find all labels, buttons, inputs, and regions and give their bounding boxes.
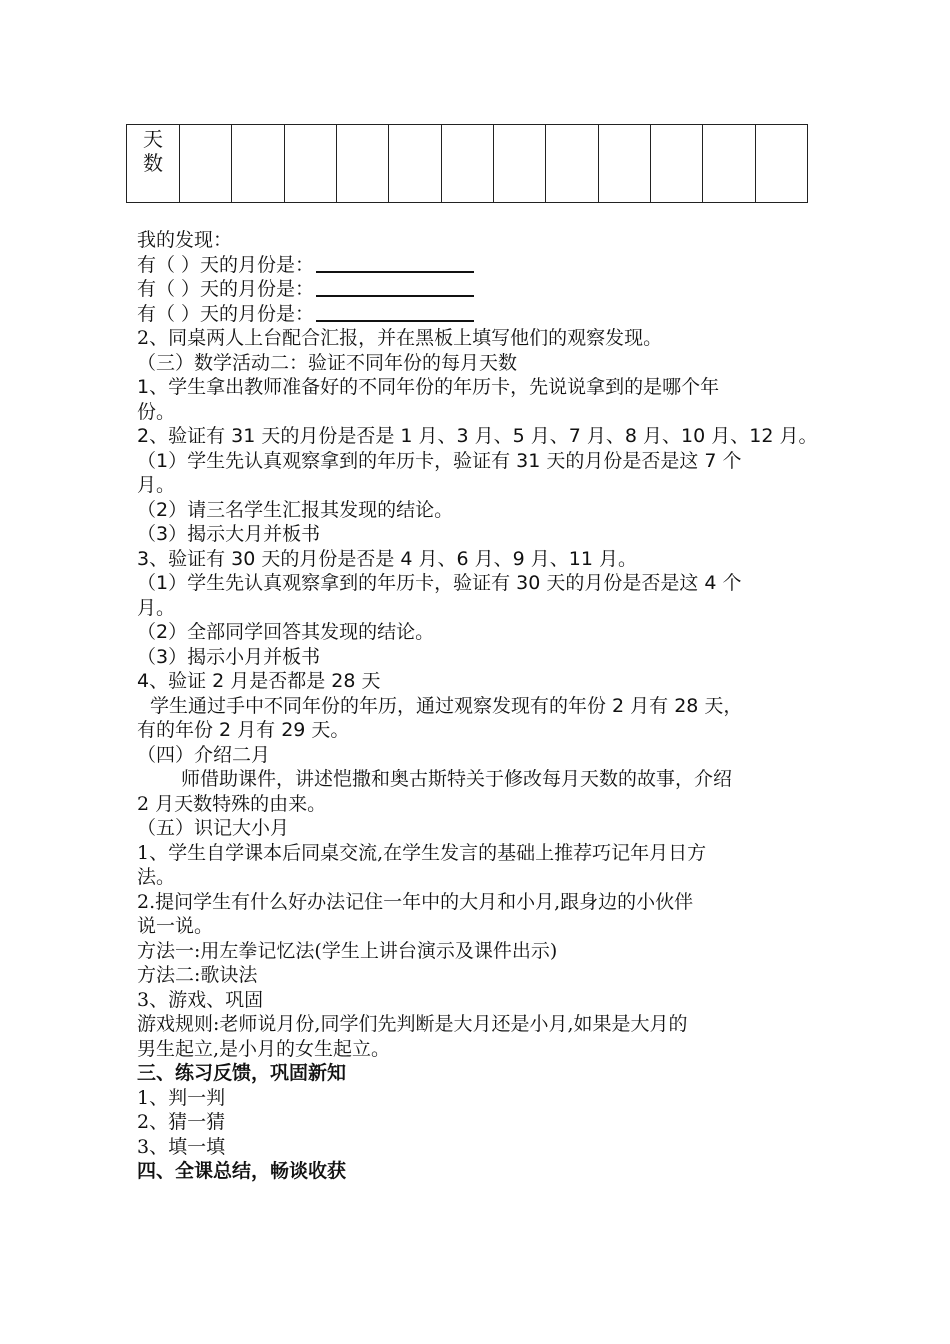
discovery-prefix: 有（ ）天的月份是：: [137, 302, 315, 325]
discovery-prefix: 有（ ）天的月份是：: [137, 253, 315, 276]
document-body: [137, 228, 827, 1184]
discovery-title: 我的发现：: [137, 229, 233, 251]
days-label: 天数: [143, 127, 163, 175]
section-4-text: 师借助课件，讲述恺撒和奥古斯特关于修改每月天数的故事，介绍: [181, 768, 733, 790]
table-cell: [493, 125, 545, 203]
table-cell: [336, 125, 388, 203]
section-5-item-3: 3、游戏、巩固: [137, 988, 264, 1011]
activity-2-title: （三）数学活动二：验证不同年份的每月天数: [137, 351, 518, 374]
activity-item-2-1: （1）学生先认真观察拿到的年历卡，验证有 31 天的月份是否是这 7 个: [137, 449, 742, 472]
part-4-title: 四、全课总结，畅谈收获: [137, 1160, 347, 1182]
table-cell: [598, 125, 650, 203]
part-3-item-3: 3、填一填: [137, 1135, 226, 1158]
section-5-item-2: 2.提问学生有什么好办法记住一年中的大月和小月,跟身边的小伙伴: [137, 890, 694, 913]
method-1: 方法一:用左拳记忆法(学生上讲台演示及课件出示): [137, 939, 558, 962]
part-3-item-1: 1、判一判: [137, 1086, 226, 1109]
step-2: 2、同桌两人上台配合汇报，并在黑板上填写他们的观察发现。: [137, 327, 663, 349]
blank-underline: [316, 302, 474, 322]
table-cell: [703, 125, 755, 203]
section-4-text-cont: 2 月天数特殊的由来。: [137, 792, 327, 815]
section-5-item-2-cont: 说一说。: [137, 915, 214, 937]
table-cell: [389, 125, 441, 203]
activity-item-3-2: （2）全部同学回答其发现的结论。: [137, 621, 435, 643]
activity-item-1-cont: 份。: [137, 400, 176, 423]
discovery-line: [137, 302, 827, 327]
table-cell: [180, 125, 232, 203]
game-rule-cont: 男生起立,是小月的女生起立。: [137, 1037, 391, 1060]
blank-underline: [316, 277, 474, 297]
discovery-line: [137, 253, 827, 278]
activity-item-2-3: （3）揭示大月并板书: [137, 523, 321, 545]
table-cell: [232, 125, 284, 203]
table-cell: [650, 125, 702, 203]
discovery-prefix: 有（ ）天的月份是：: [137, 278, 315, 300]
activity-item-2-1-cont: 月。: [137, 474, 176, 496]
section-5-item-1: 1、学生自学课本后同桌交流,在学生发言的基础上推荐巧记年月日方: [137, 841, 707, 864]
blank-underline: [316, 253, 474, 273]
activity-item-3-1-cont: 月。: [137, 596, 176, 619]
activity-item-4-desc: 学生通过手中不同年份的年历，通过观察发现有的年份 2 月有 28 天，: [150, 694, 743, 717]
table-cell: [755, 125, 807, 203]
days-label-cell: [127, 125, 180, 203]
activity-item-4-desc-cont: 有的年份 2 月有 29 天。: [137, 719, 350, 741]
section-5-item-1-cont: 法。: [137, 866, 176, 888]
activity-item-3: 3、验证有 30 天的月份是否是 4 月、6 月、9 月、11 月。: [137, 547, 637, 570]
activity-item-3-3: （3）揭示小月并板书: [137, 645, 321, 668]
table-cell: [546, 125, 598, 203]
method-2: 方法二:歌诀法: [137, 964, 258, 986]
days-table: [126, 124, 808, 203]
game-rule: 游戏规则:老师说月份,同学们先判断是大月还是小月,如果是大月的: [137, 1013, 688, 1035]
activity-item-2-2: （2）请三名学生汇报其发现的结论。: [137, 498, 454, 521]
activity-item-2: 2、验证有 31 天的月份是否是 1 月、3 月、5 月、7 月、8 月、10 月、12 月。: [137, 425, 818, 447]
activity-item-3-1: （1）学生先认真观察拿到的年历卡，验证有 30 天的月份是否是这 4 个: [137, 572, 742, 594]
section-5-title: （五）识记大小月: [137, 817, 290, 839]
discovery-line: [137, 277, 827, 302]
part-3-item-2: 2、猜一猜: [137, 1111, 226, 1133]
activity-item-4: 4、验证 2 月是否都是 28 天: [137, 670, 381, 692]
part-3-title: 三、练习反馈，巩固新知: [137, 1062, 347, 1084]
days-row: [127, 125, 808, 203]
section-4-title: （四）介绍二月: [137, 743, 271, 766]
table-cell: [441, 125, 493, 203]
table-cell: [284, 125, 336, 203]
activity-item-1: 1、学生拿出教师准备好的不同年份的年历卡，先说说拿到的是哪个年: [137, 376, 720, 398]
